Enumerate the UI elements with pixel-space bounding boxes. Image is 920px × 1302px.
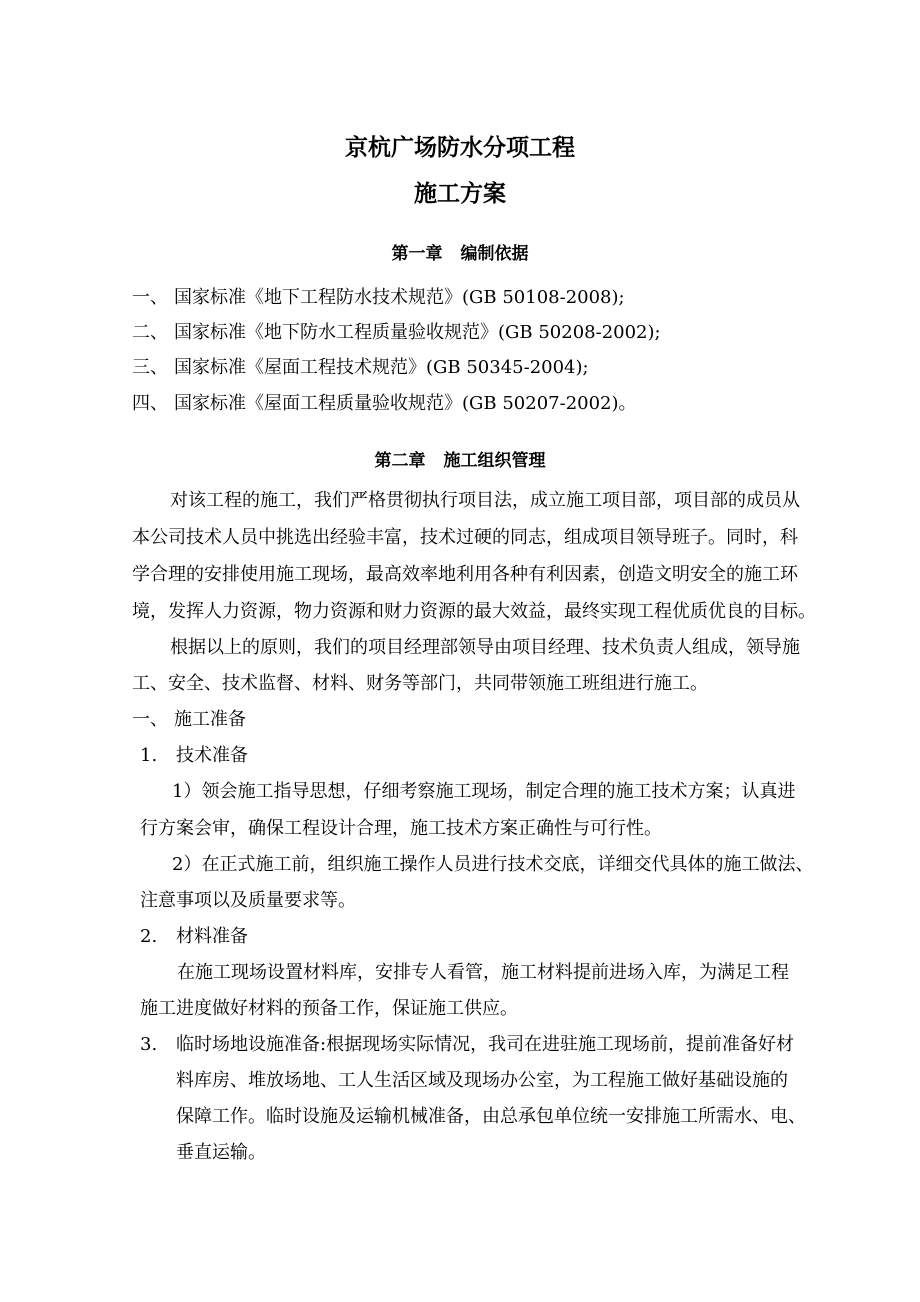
reference-item-text: 国家标准《屋面工程技术规范》(GB 50345-2004);	[174, 357, 589, 378]
paragraph-line: 对该工程的施工，我们严格贯彻执行项目法，成立施工项目部，项目部的成员从	[170, 490, 800, 511]
reference-item-4	[132, 392, 637, 416]
paragraph-line: 施工进度做好材料的预备工作，保证施工供应。	[140, 998, 518, 1019]
paragraph-line: 行方案会审，确保工程设计合理，施工技术方案正确性与可行性。	[140, 818, 662, 839]
reference-item-number: 四、	[132, 393, 168, 414]
paragraph-line: 学合理的安排使用施工现场，最高效率地利用各种有利因素，创造文明安全的施工环	[132, 564, 798, 585]
paragraph-line: 2）在正式施工前，组织施工操作人员进行技术交底，详细交代具体的施工做法、	[172, 854, 814, 875]
chapter-1-heading	[0, 242, 920, 266]
reference-item-text: 国家标准《屋面工程质量验收规范》(GB 50207-2002)。	[174, 393, 637, 414]
section-number: 一、	[132, 709, 168, 730]
reference-item-3	[132, 356, 589, 380]
reference-item-number: 一、	[132, 287, 168, 308]
reference-item-text: 国家标准《地下防水工程质量验收规范》(GB 50208-2002);	[174, 322, 661, 343]
reference-item-number: 二、	[132, 322, 168, 343]
paragraph-line: 1）领会施工指导思想，仔细考察施工现场，制定合理的施工技术方案；认真进	[172, 781, 796, 802]
paragraph-line: 根据以上的原则，我们的项目经理部领导由项目经理、技术负责人组成，领导施	[170, 637, 800, 658]
paragraph-line: 注意事项以及质量要求等。	[140, 890, 356, 911]
reference-item-1	[132, 286, 625, 310]
document-title: 京杭广场防水分项工程	[345, 134, 575, 161]
paragraph-line: 料库房、堆放场地、工人生活区域及现场办公室，为工程施工做好基础设施的	[176, 1070, 788, 1091]
subsection-title: 材料准备	[176, 926, 248, 947]
document-subtitle: 施工方案	[414, 180, 506, 207]
chapter-1-name: 编制依据	[460, 244, 529, 264]
paragraph-line: 保障工作。临时设施及运输机械准备，由总承包单位统一安排施工所需水、电、	[176, 1106, 806, 1127]
subsection-heading	[140, 925, 248, 949]
reference-item-2	[132, 321, 661, 345]
paragraph-line: 工、安全、技术监督、材料、财务等部门，共同带领施工班组进行施工。	[132, 673, 708, 694]
paragraph-line: 垂直运输。	[176, 1142, 266, 1163]
section-title: 施工准备	[174, 709, 246, 730]
chapter-2-name: 施工组织管理	[443, 451, 546, 471]
subsection-number: 2.	[140, 926, 158, 947]
subsection-heading	[140, 744, 248, 768]
section-heading	[132, 708, 246, 732]
reference-item-number: 三、	[132, 357, 168, 378]
subsection-title: 技术准备	[176, 745, 248, 766]
paragraph-line: 临时场地设施准备:根据现场实际情况，我司在进驻施工现场前，提前准备好材	[176, 1034, 795, 1055]
paragraph-line: 在施工现场设置材料库，安排专人看管，施工材料提前进场入库，为满足工程	[177, 962, 789, 983]
chapter-1-number: 第一章	[391, 244, 443, 264]
chapter-2-number: 第二章	[374, 451, 426, 471]
paragraph-line: 境，发挥人力资源，物力资源和财力资源的最大效益，最终实现工程优质优良的目标。	[132, 601, 816, 622]
chapter-2-heading	[0, 449, 920, 473]
subsection-number: 3.	[140, 1034, 158, 1055]
reference-item-text: 国家标准《地下工程防水技术规范》(GB 50108-2008);	[174, 287, 625, 308]
subsection-number: 1.	[140, 745, 158, 766]
paragraph-line: 本公司技术人员中挑选出经验丰富，技术过硬的同志，组成项目领导班子。同时，科	[132, 527, 798, 548]
